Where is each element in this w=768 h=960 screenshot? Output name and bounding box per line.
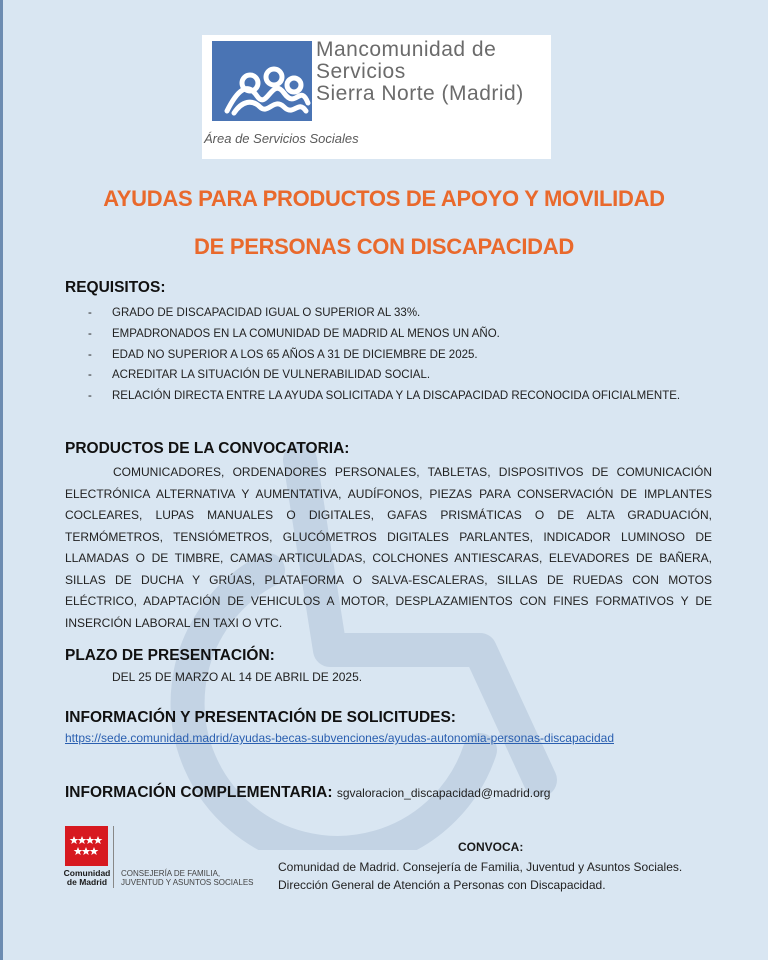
bullet: - [88, 390, 92, 403]
logo-name-line-2: Servicios [316, 60, 406, 83]
requisitos-list [88, 303, 680, 407]
informacion-heading: INFORMACIÓN Y PRESENTACIÓN DE SOLICITUDES: [65, 709, 456, 726]
solicitudes-link[interactable]: https://sede.comunidad.madrid/ayudas-becas-subvenciones/ayudas-autonomia-personas-discapacidad [65, 731, 614, 745]
mancomunidad-logo-icon [212, 41, 312, 121]
requisito-text: GRADO DE DISCAPACIDAD IGUAL O SUPERIOR AL 33%. [112, 307, 421, 319]
bullet: - [88, 327, 92, 340]
madrid-stars-icon [65, 826, 108, 866]
convoca-heading: CONVOCA: [458, 840, 524, 854]
logo-name-line-3: Sierra Norte (Madrid) [316, 82, 524, 105]
consejeria-label [121, 869, 253, 887]
dept-line-2: JUVENTUD Y ASUNTOS SOCIALES [121, 878, 254, 887]
requisito-text: RELACIÓN DIRECTA ENTRE LA AYUDA SOLICITADA Y LA DISCAPACIDAD RECONOCIDA OFICIALMENTE. [112, 390, 681, 403]
complementaria-row [65, 784, 550, 802]
list-item [88, 386, 680, 407]
plazo-value: DEL 25 DE MARZO AL 14 DE ABRIL DE 2025. [112, 670, 363, 684]
list-item [88, 303, 680, 324]
logo-name-line-1: Mancomunidad de [316, 38, 497, 61]
list-item [88, 365, 680, 386]
comunidad-madrid-name [62, 869, 112, 887]
cm-name-line-1: Comunidad [63, 868, 111, 878]
footer-divider [113, 826, 114, 888]
convoca-line-2: Dirección General de Atención a Personas con Discapacidad. [278, 878, 606, 892]
logo-area-label: Área de Servicios Sociales [204, 131, 359, 146]
mancomunidad-logo [202, 35, 551, 159]
list-item [88, 324, 680, 345]
madrid-flag [65, 826, 108, 866]
requisitos-heading: REQUISITOS: [65, 279, 166, 296]
requisito-text: EDAD NO SUPERIOR A LOS 65 AÑOS A 31 DE DICIEMBRE DE 2025. [112, 348, 478, 361]
left-border [0, 0, 3, 960]
list-item [88, 345, 680, 366]
dept-line-1: CONSEJERÍA DE FAMILIA, [121, 869, 221, 878]
productos-text: COMUNICADORES, ORDENADORES PERSONALES, TABLETAS, DISPOSITIVOS DE COMUNICACIÓN ELECTRÓNICA ALTERNATIVA Y AUMENTATIVA, AUDÍFONOS, PIEZAS PARA CONSERVACIÓN DE IMPLANTES COCLEARES, LUPAS MANUALES O DIGITALES, GAFAS PRISMÁTICAS O DE ALTA GRADUACIÓN, TERMÓMETROS, TENSIÓMETROS, GLUCÓMETROS DIGITALES PARLANTES, INDICADOR LUMINOSO DE LLAMADAS O DE TIMBRE, CAMAS ARTICULADAS, COLCHONES ANTIESCARAS, ELEVADORES DE BAÑERA, SILLAS DE DUCHA Y GRÚAS, PLATAFORMA O SALVA-ESCALERAS, SILLAS DE RUEDAS CON MOTOS ELÉCTRICO, ADAPTACIÓN DE VEHICULOS A MOTOR, DESPLAZAMIENTOS CON FINES FORMATIVOS Y DE INSERCIÓN LABORAL EN TAXI O VTC. [65, 465, 712, 630]
logo-organization-name [316, 39, 524, 105]
bullet: - [88, 369, 92, 382]
bullet: - [88, 348, 92, 361]
cm-name-line-2: de Madrid [66, 877, 108, 887]
plazo-heading: PLAZO DE PRESENTACIÓN: [65, 647, 275, 664]
requisito-text: ACREDITAR LA SITUACIÓN DE VULNERABILIDAD SOCIAL. [112, 369, 431, 382]
productos-heading: PRODUCTOS DE LA CONVOCATORIA: [65, 440, 350, 457]
page-title-line-2: DE PERSONAS CON DISCAPACIDAD [194, 234, 574, 259]
complementaria-heading: INFORMACIÓN COMPLEMENTARIA: [65, 784, 333, 801]
bullet: - [88, 307, 92, 319]
convoca-line-1: Comunidad de Madrid. Consejería de Familia, Juventud y Asuntos Sociales. [278, 860, 683, 874]
complementaria-email[interactable]: sgvaloracion_discapacidad@madrid.org [336, 786, 551, 800]
convoca-text [278, 858, 682, 894]
page-title-line-1: AYUDAS PARA PRODUCTOS DE APOYO Y MOVILIDAD [103, 186, 665, 211]
requisito-text: EMPADRONADOS EN LA COMUNIDAD DE MADRID AL MENOS UN AÑO. [112, 327, 500, 340]
